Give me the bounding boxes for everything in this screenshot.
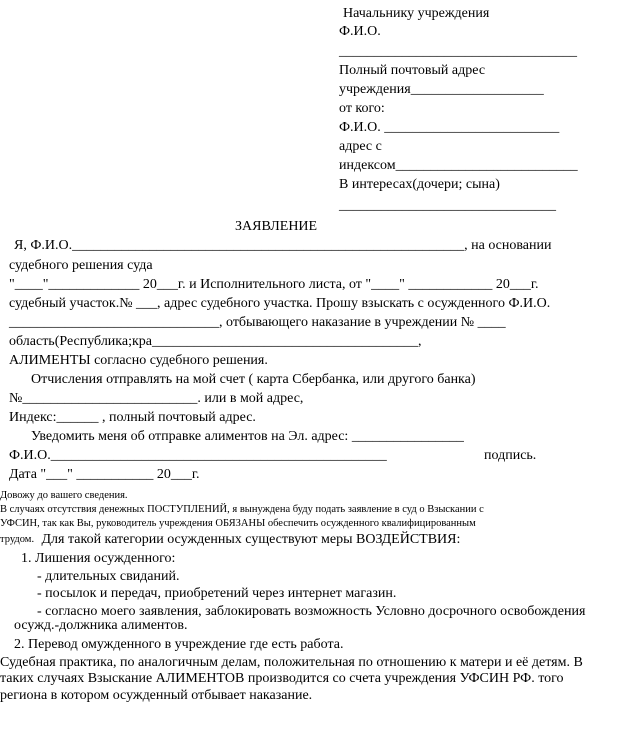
measures-intro: Для такой категории осужденных существуют меры ВОЗДЕЙСТВИЯ: — [38, 532, 461, 547]
signature-line: Ф.И.О.________________________________________________ — [9, 448, 387, 463]
list-item: осужд.-должника алиментов. — [14, 618, 188, 633]
notice-line: трудом. — [0, 534, 35, 545]
date-line: Дата "___" ___________ 20___г. — [9, 467, 200, 482]
interests-label: В интересах(дочери; сына) — [339, 177, 500, 192]
body-line: АЛИМЕНТЫ согласно судебного решения. — [9, 353, 268, 368]
body-line: Отчисления отправлять на мой счет ( карта Сбербанка, или другого банка) — [31, 372, 476, 387]
body-line: "____"_____________ 20___г. и Исполнительного листа, от "____" ____________ 20___г. — [9, 277, 539, 292]
body-line: область(Республика;кра______________________________________, — [9, 334, 422, 349]
body-line: Уведомить меня об отправке алиментов на Эл. адрес: ________________ — [31, 429, 464, 444]
notice-line: Довожу до вашего сведения. — [0, 490, 128, 501]
fio-line: __________________________________ — [339, 44, 577, 59]
closing-line: Судебная практика, по аналогичным делам, положительная по отношению к матери и её детям. В — [0, 655, 583, 670]
body-line: Я, Ф.И.О.________________________________________________________, на основании — [14, 238, 552, 253]
applicant-fio-line: Ф.И.О. _________________________ — [339, 120, 560, 135]
list-item: 2. Перевод омужденного в учреждение где есть работа. — [14, 637, 344, 652]
institution-line: учреждения___________________ — [339, 82, 544, 97]
closing-line: региона в котором осужденный отбывает наказание. — [0, 688, 313, 703]
notice-line: УФСИН, так как Вы, руководитель учреждения ОБЯЗАНЫ обеспечить осужденного квалифицированным — [0, 518, 476, 529]
closing-line: таких случаях Взыскание АЛИМЕНТОВ производится со счета учреждения УФСИН РФ. того — [0, 671, 564, 686]
body-line: ______________________________, отбывающего наказание в учреждении № ____ — [9, 315, 506, 330]
from-label: от кого: — [339, 101, 385, 116]
list-item: - посылок и передач, приобретений через интернет магазин. — [37, 586, 397, 601]
body-line: Индекс:______ , полный почтовый адрес. — [9, 410, 256, 425]
address-with-label: адрес с — [339, 139, 382, 154]
notice-line: В случаях отсутствия денежных ПОСТУПЛЕНИЙ, я вынуждена буду подать заявление в суд о Взыскании с — [0, 504, 484, 515]
body-line: №_________________________. или в мой адрес, — [9, 391, 304, 406]
document-title: ЗАЯВЛЕНИЕ — [235, 219, 318, 234]
index-line: индексом__________________________ — [339, 158, 578, 173]
interests-line: _______________________________ — [339, 198, 556, 213]
postal-address-label: Полный почтовый адрес — [339, 63, 486, 78]
body-line: судебного решения суда — [9, 258, 153, 273]
addressee-label: Начальнику учреждения — [343, 6, 490, 21]
list-item: - согласно моего заявления, заблокировать возможность Условно досрочного освобождения — [37, 604, 586, 619]
body-line: судебный участок.№ ___, адрес судебного участка. Прошу взыскать с осужденного Ф.И.О. — [9, 296, 551, 311]
list-item: - длительных свиданий. — [37, 569, 180, 584]
signature-label: подпись. — [484, 448, 537, 463]
list-item: 1. Лишения осужденного: — [21, 551, 176, 566]
fio-label: Ф.И.О. — [339, 24, 381, 39]
